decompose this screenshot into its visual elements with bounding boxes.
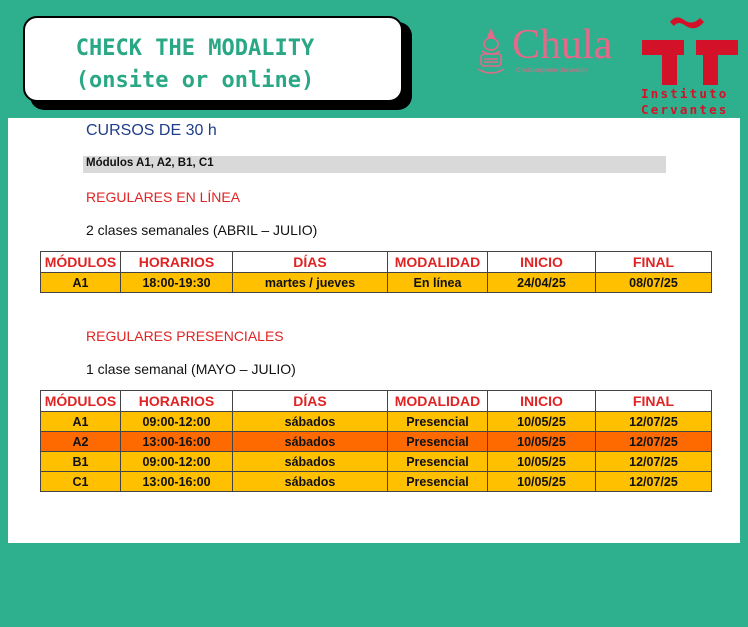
online-schedule-note: 2 clases semanales (ABRIL – JULIO)	[86, 222, 318, 238]
table-row	[41, 452, 712, 472]
header-horarios: HORARIOS	[121, 391, 233, 412]
cell-dias: sábados	[233, 412, 388, 432]
course-panel	[8, 118, 740, 543]
cell-horario: 18:00-19:30	[121, 273, 233, 293]
cell-modalidad: Presencial	[388, 432, 488, 452]
levels-text: Módulos A1, A2, B1, C1	[86, 157, 214, 169]
header-dias: DÍAS	[233, 252, 388, 273]
cervantes-logo-icon	[642, 10, 738, 86]
cervantes-name	[641, 86, 745, 118]
header-modalidad: MODALIDAD	[388, 252, 488, 273]
header-final: FINAL	[596, 391, 712, 412]
course-title: CURSOS DE 30 h	[86, 122, 217, 139]
cell-horario: 13:00-16:00	[121, 432, 233, 452]
cell-inicio: 10/05/25	[488, 432, 596, 452]
table-header-row	[41, 391, 712, 412]
cell-horario: 09:00-12:00	[121, 412, 233, 432]
cell-dias: martes / jueves	[233, 273, 388, 293]
cell-modulo: C1	[41, 472, 121, 492]
cell-modulo: A1	[41, 412, 121, 432]
header-final: FINAL	[596, 252, 712, 273]
cell-horario: 13:00-16:00	[121, 472, 233, 492]
header-dias: DÍAS	[233, 391, 388, 412]
table-row	[41, 432, 712, 452]
cell-inicio: 10/05/25	[488, 472, 596, 492]
cell-modulo: B1	[41, 452, 121, 472]
header-modalidad: MODALIDAD	[388, 391, 488, 412]
cell-modalidad: Presencial	[388, 472, 488, 492]
cervantes-name-line-2: Cervantes	[641, 102, 729, 117]
online-schedule-table	[40, 251, 712, 293]
table-header-row	[41, 252, 712, 273]
cell-dias: sábados	[233, 432, 388, 452]
cell-modalidad: Presencial	[388, 452, 488, 472]
cell-modulo: A1	[41, 273, 121, 293]
cell-modalidad: En línea	[388, 273, 488, 293]
header-horarios: HORARIOS	[121, 252, 233, 273]
cell-final: 12/07/25	[596, 452, 712, 472]
cell-modulo: A2	[41, 432, 121, 452]
cell-inicio: 10/05/25	[488, 452, 596, 472]
table-row	[41, 412, 712, 432]
header-inicio: INICIO	[488, 391, 596, 412]
chula-tagline: Chulalongkorn University	[516, 68, 588, 74]
header-inicio: INICIO	[488, 252, 596, 273]
header-modulos: MÓDULOS	[41, 391, 121, 412]
cell-dias: sábados	[233, 472, 388, 492]
callout-line-1: CHECK THE MODALITY	[75, 36, 315, 61]
cell-final: 12/07/25	[596, 472, 712, 492]
cell-modalidad: Presencial	[388, 412, 488, 432]
callout-line-2: (onsite or online)	[75, 68, 315, 93]
cell-inicio: 24/04/25	[488, 273, 596, 293]
cell-inicio: 10/05/25	[488, 412, 596, 432]
chula-seal-icon	[474, 27, 508, 79]
cell-final: 12/07/25	[596, 432, 712, 452]
onsite-heading: REGULARES PRESENCIALES	[86, 328, 284, 344]
cell-horario: 09:00-12:00	[121, 452, 233, 472]
chula-wordmark: Chula	[512, 22, 613, 68]
onsite-schedule-note: 1 clase semanal (MAYO – JULIO)	[86, 361, 296, 377]
cell-final: 12/07/25	[596, 412, 712, 432]
modality-callout	[23, 16, 403, 102]
table-row	[41, 472, 712, 492]
cell-dias: sábados	[233, 452, 388, 472]
header-modulos: MÓDULOS	[41, 252, 121, 273]
onsite-schedule-table	[40, 390, 712, 492]
cervantes-name-line-1: Instituto	[641, 86, 729, 101]
cell-final: 08/07/25	[596, 273, 712, 293]
online-heading: REGULARES EN LÍNEA	[86, 189, 241, 205]
table-row	[41, 273, 712, 293]
